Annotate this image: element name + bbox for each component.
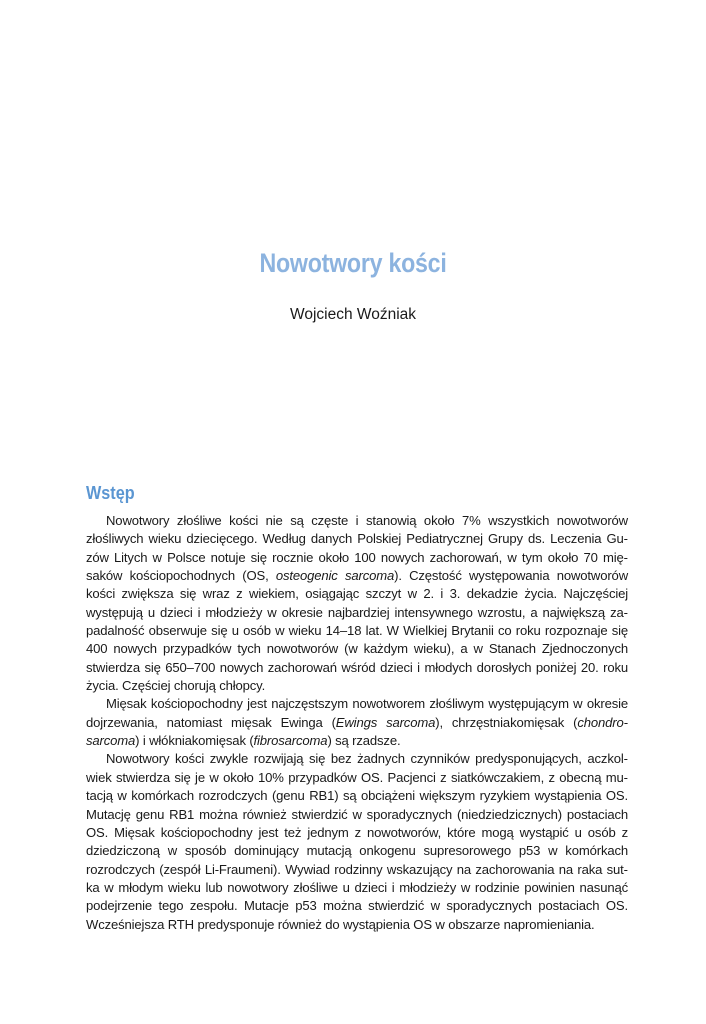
- paragraph-2: [86, 695, 628, 750]
- chapter-author: Wojciech Woźniak: [289, 306, 417, 323]
- section-heading: Wstęp: [86, 483, 135, 503]
- paragraph-3: [86, 750, 628, 933]
- paragraph-2-text-d: ) są rzadsze.: [327, 733, 401, 749]
- body-text: [86, 512, 628, 934]
- paragraph-2-text-a: Mięsak kościopochodny jest najczęstszym nowotworem złośliwym występującym w okresie dojrzewania, natomiast mięsak Ewinga (: [86, 696, 628, 730]
- paragraph-2-italic-term-3: fibrosarcoma: [253, 733, 328, 749]
- paragraph-1-text-a: Nowotwory złośliwe kości nie są częste i stanowią około 7% wszystkich nowotworów złośliwych wieku dziecięcego. Według danych Polskiej Pediatrycznej Grupy ds. Leczenia Guzów Litych w Polsce notuje się rocznie około 100 nowych zachorowań, w tym około 70 mięsaków kościopochodnych (OS,: [86, 513, 628, 584]
- paragraph-1-text-b: ). Częstość występowania nowotworów kości zwiększa się wraz z wiekiem, osiągając szczyt w 2. i 3. dekadzie życia. Najczęściej występują u dzieci i młodzieży w okresie najbardziej intensywnego wzrostu, a największą zapadalność obserwuje się u osób w wieku 14–18 lat. W Wielkiej Brytanii co roku rozpoznaje się 400 nowych przypadków tych nowotworów (w każdym wieku), a w Stanach Zjednoczonych stwierdza się 650–700 nowych zachorowań wśród dzieci i młodych dorosłych poniżej 20. roku życia. Częściej chorują chłopcy.: [86, 568, 628, 694]
- paragraph-1-italic-term: osteogenic sarcoma: [275, 568, 395, 584]
- paragraph-2-text-b: ), chrzęstniakomięsak (: [435, 714, 578, 730]
- paragraph-2-italic-term-1: Ewings sarcoma: [335, 714, 436, 730]
- paragraph-3-text: Nowotwory kości zwykle rozwijają się bez żadnych czynników predysponujących, aczkolwiek stwierdza się je w około 10% przypadków OS. Pacjenci z siatkówczakiem, z obecną mutacją w komórkach rozrodczych (genu RB1) są obciążeni większym ryzykiem wystąpienia OS. Mutację genu RB1 można również stwierdzić w sporadycznych (niedziedzicznych) postaciach OS. Mięsak kościopochodny jest też jednym z nowotworów, które mogą wystąpić u osób z dziedziczoną w sposób dominujący mutacją onkogenu supresorowego p53 w komórkach rozrodczych (zespół Li-Fraumeni). Wywiad rodzinny wskazujący na zachorowania na raka sutka w młodym wieku lub nowotwory złośliwe u dzieci i młodzieży w rodzinie powinien nasunąć podejrzenie tego zespołu. Mutacje p53 można stwierdzić w sporadycznych postaciach OS. Wcześniejsza RTH predysponuje również do wystąpienia OS w obszarze napromieniania.: [86, 751, 628, 932]
- paragraph-2-italic-term-2: chondrosarcoma: [86, 714, 628, 749]
- paragraph-1: [86, 512, 628, 695]
- chapter-title: Nowotwory kości: [259, 248, 447, 278]
- paragraph-2-text-c: ) i włókniakomięsak (: [135, 733, 254, 749]
